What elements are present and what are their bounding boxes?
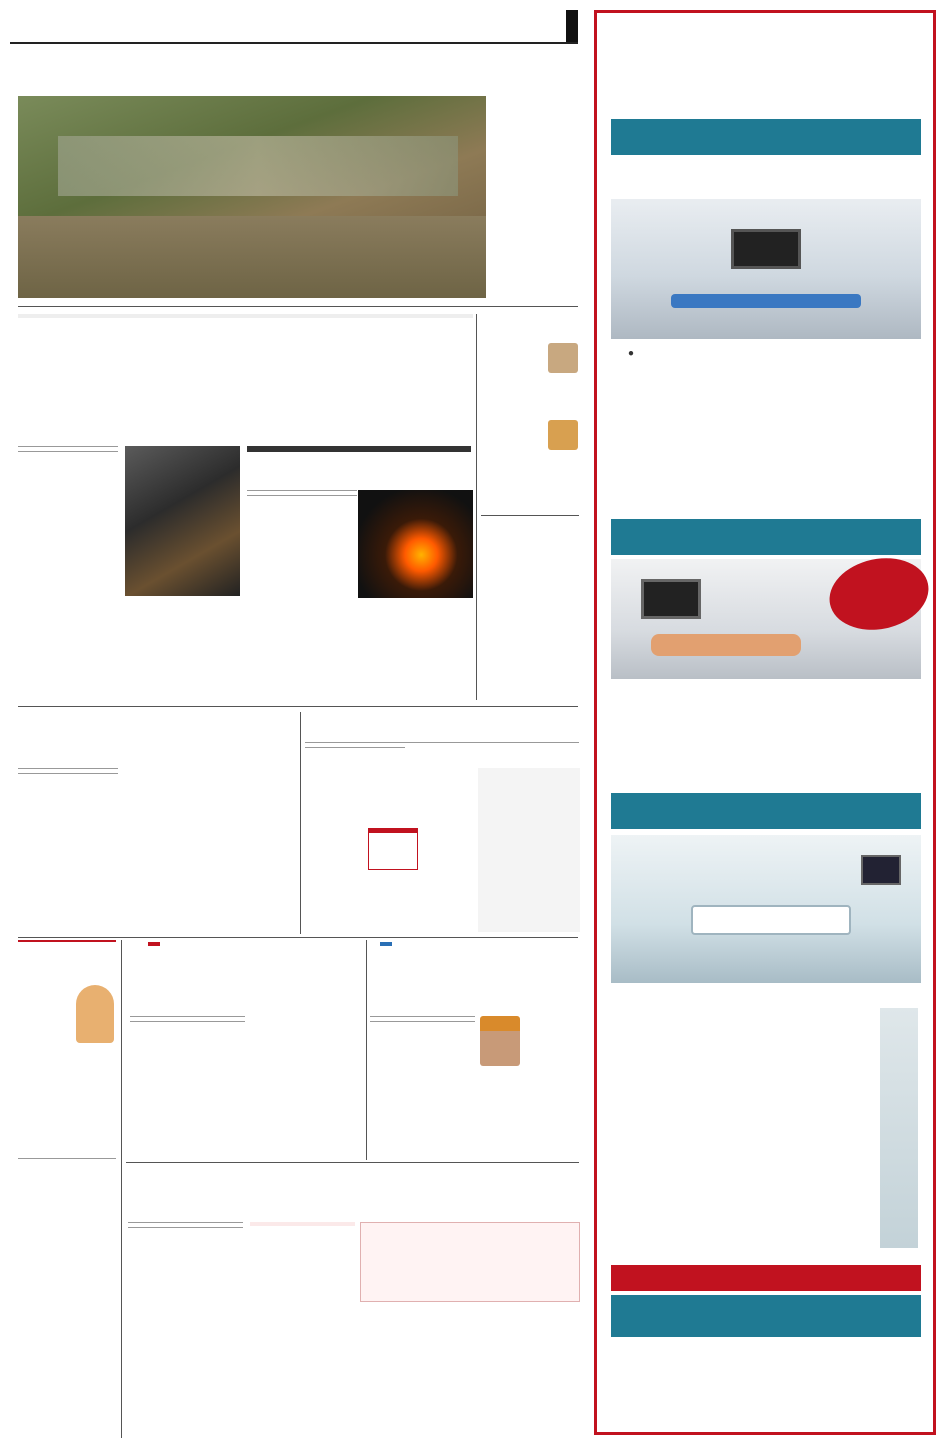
story8-col3 [250, 1312, 355, 1440]
story3-byline-block [247, 490, 357, 500]
story5-expert-box [478, 768, 580, 932]
vacancy-table-box [250, 1222, 355, 1226]
hospital-advertisement[interactable] [594, 10, 936, 1435]
story4-col2 [125, 768, 295, 932]
doctor-photo [880, 1008, 918, 1248]
accident-photo [125, 446, 240, 596]
story3-caption [358, 601, 473, 701]
story1-text [491, 96, 579, 292]
icu-monitor [861, 855, 901, 885]
van-fire-photo [358, 490, 473, 598]
story6-tag [148, 942, 160, 946]
cathlab-monitor [731, 229, 801, 269]
neuro-table [651, 634, 801, 656]
story6-col1 [130, 1048, 245, 1158]
story2-byline-block [18, 446, 118, 456]
news-brief-title [18, 940, 116, 942]
story8-byline [128, 1222, 243, 1228]
story7-col2 [480, 1016, 579, 1158]
cardiac-band [611, 119, 921, 155]
story2-kicker [18, 314, 473, 318]
story4-byline [18, 768, 118, 774]
story2-byline [18, 446, 118, 452]
page-number [566, 10, 578, 42]
neuro-band [611, 519, 921, 555]
checkup-banner [611, 1265, 921, 1291]
story4-byline-block [18, 768, 118, 778]
story8-col4 [360, 1306, 470, 1440]
story7-byline-block [370, 1016, 475, 1026]
story3-byline [247, 490, 357, 496]
neuro-monitor [641, 579, 701, 619]
story4-col1 [18, 800, 118, 932]
masthead [10, 10, 578, 44]
brief1-body [18, 945, 116, 1155]
story7-col1 [370, 1048, 475, 1158]
story3-header [247, 446, 471, 452]
story6-byline-block [130, 1016, 245, 1026]
cathlab-table [671, 294, 861, 308]
story8-byline-block [128, 1222, 243, 1232]
story8-col1 [128, 1254, 243, 1440]
story5-byline-block [305, 742, 405, 752]
empanel-banner [611, 1295, 921, 1337]
story3-text [247, 524, 353, 700]
story8-quote [474, 1306, 580, 1404]
brief2-text [18, 1161, 116, 1361]
story8-quote-block [474, 1306, 580, 1440]
story7-tag [380, 942, 392, 946]
featured-band [611, 793, 921, 829]
exclusive-stamp [368, 828, 418, 870]
cathlab-photo [611, 199, 921, 339]
icu-photo [611, 835, 921, 983]
story7-byline [370, 1016, 475, 1022]
side2-text [481, 560, 579, 700]
promotion-box [360, 1222, 580, 1302]
side1-text [481, 344, 579, 512]
news-brief [18, 940, 116, 1361]
story5-subhead [365, 742, 579, 743]
flooded-road-photo [18, 96, 486, 298]
icu-bed [691, 905, 851, 935]
story6-col2 [250, 1016, 362, 1158]
story6-byline [130, 1016, 245, 1022]
singer-photo [76, 985, 114, 1043]
story5-box2-quote1 [481, 770, 577, 856]
story2-col1 [18, 478, 118, 700]
story2-col2 [125, 600, 240, 700]
brief1-text [18, 945, 116, 1155]
